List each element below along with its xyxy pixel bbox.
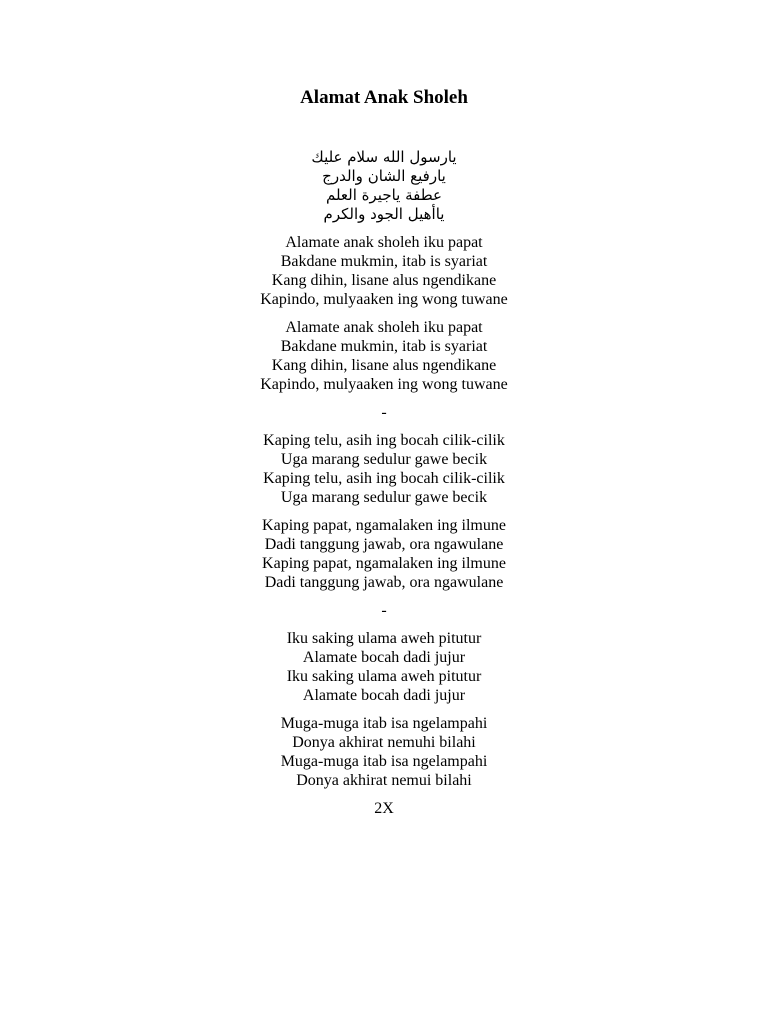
lyric-line: Alamate anak sholeh iku papat <box>285 319 483 336</box>
lyric-line: Alamate bocah dadi jujur <box>302 687 466 704</box>
lyric-line: Bakdane mukmin, itab is syariat <box>280 338 488 355</box>
lyric-line: Uga marang sedulur gawe becik <box>280 451 488 468</box>
arabic-line: يارسول الله سلام عليك <box>311 148 457 166</box>
lyric-line: Uga marang sedulur gawe becik <box>280 489 488 506</box>
arabic-line: عطفة ياجيرة العلم <box>325 186 443 204</box>
lyric-line: Muga-muga itab isa ngelampahi <box>280 715 488 732</box>
lyric-line: Alamate anak sholeh iku papat <box>285 234 483 251</box>
lyric-line: Dadi tanggung jawab, ora ngawulane <box>264 574 504 591</box>
lyric-line: Kaping telu, asih ing bocah cilik-cilik <box>263 432 505 449</box>
stanza-separator: - <box>381 602 387 619</box>
arabic-stanza <box>0 148 768 224</box>
arabic-line: ياأهيل الجود والكرم <box>323 205 445 223</box>
lyric-line: Bakdane mukmin, itab is syariat <box>280 253 488 270</box>
stanza-6 <box>0 714 768 790</box>
lyric-line: Iku saking ulama aweh pitutur <box>286 630 482 647</box>
stanza-2 <box>0 318 768 394</box>
lyric-line: Dadi tanggung jawab, ora ngawulane <box>264 536 504 553</box>
document-title: Alamat Anak Sholeh <box>300 87 468 108</box>
stanza-4 <box>0 516 768 592</box>
stanza-3 <box>0 431 768 507</box>
lyric-line: Donya akhirat nemuhi bilahi <box>292 734 476 751</box>
lyric-line: Donya akhirat nemui bilahi <box>296 772 472 789</box>
lyric-line: Kapindo, mulyaaken ing wong tuwane <box>260 291 508 308</box>
lyric-line: Kapindo, mulyaaken ing wong tuwane <box>260 376 508 393</box>
lyric-line: Iku saking ulama aweh pitutur <box>286 668 482 685</box>
arabic-line: يارفيع الشان والدرج <box>322 167 446 185</box>
stanza-5 <box>0 629 768 705</box>
stanza-1 <box>0 233 768 309</box>
lyrics-body <box>0 148 768 818</box>
lyric-line: Muga-muga itab isa ngelampahi <box>280 753 488 770</box>
repeat-note: 2X <box>374 800 394 817</box>
stanza-separator: - <box>381 404 387 421</box>
lyric-line: Alamate bocah dadi jujur <box>302 649 466 666</box>
lyric-line: Kaping papat, ngamalaken ing ilmune <box>262 517 506 534</box>
lyric-line: Kang dihin, lisane alus ngendikane <box>271 357 497 374</box>
lyric-line: Kaping telu, asih ing bocah cilik-cilik <box>263 470 505 487</box>
lyric-line: Kaping papat, ngamalaken ing ilmune <box>262 555 506 572</box>
lyric-line: Kang dihin, lisane alus ngendikane <box>271 272 497 289</box>
